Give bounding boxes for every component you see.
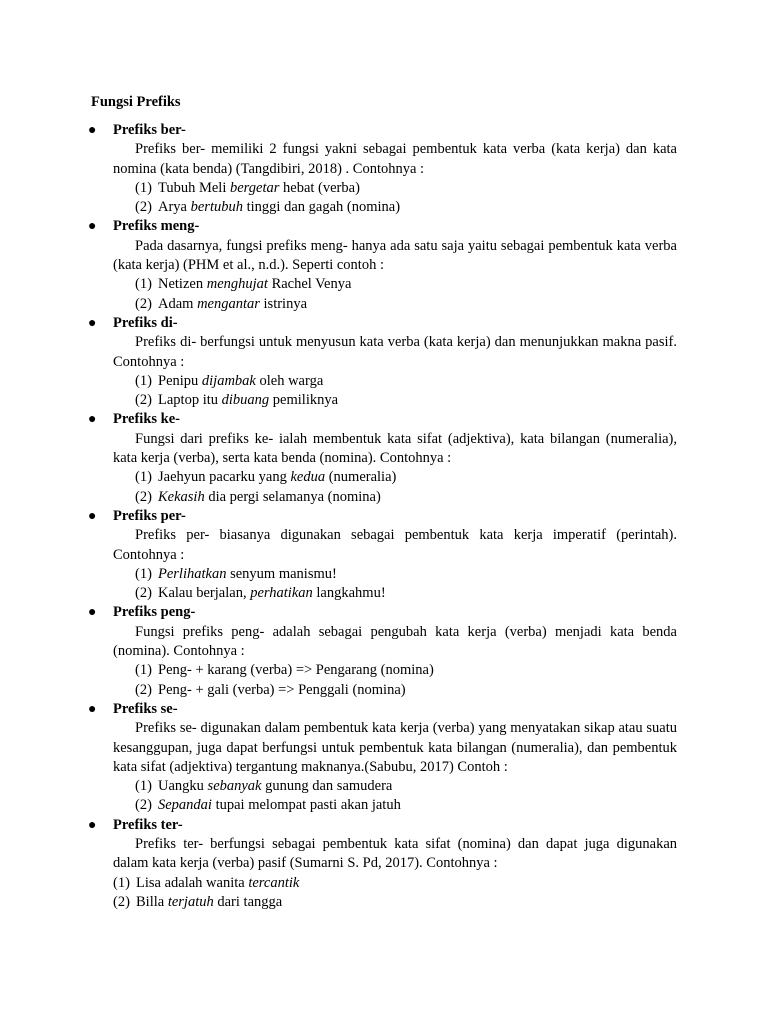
example-line: (1) Tubuh Meli bergetar hebat (verba)	[135, 179, 360, 196]
example-line: (2) Laptop itu dibuang pemiliknya	[135, 392, 339, 409]
list-item	[0, 410, 677, 506]
bullet-icon: ●	[88, 605, 97, 621]
example-line: (2) Sepandai tupai melompat pasti akan jatuh	[135, 797, 401, 814]
example-line: (1) Penipu dijambak oleh warga	[135, 372, 324, 389]
list-item	[0, 700, 677, 816]
item-heading: Prefiks ke-	[113, 411, 180, 428]
bullet-icon: ●	[88, 701, 97, 717]
list-item	[0, 816, 677, 912]
example-line: (2) Kalau berjalan, perhatikan langkahmu!	[135, 585, 386, 602]
bullet-icon: ●	[88, 219, 97, 235]
example-line: (1) Peng- + karang (verba) => Pengarang (nomina)	[135, 662, 434, 679]
item-heading: Prefiks ter-	[113, 816, 183, 833]
list-item	[0, 121, 677, 217]
example-line: (1) Jaehyun pacarku yang kedua (numeralia)	[135, 469, 397, 486]
prefix-list	[0, 121, 768, 912]
item-description: Prefiks per- biasanya digunakan sebagai pembentuk kata kerja imperatif (perintah). Contohnya :	[113, 527, 677, 563]
item-heading: Prefiks meng-	[113, 218, 200, 235]
example-line: (2) Billa terjatuh dari tangga	[113, 893, 283, 910]
bullet-icon: ●	[88, 412, 97, 428]
example-line: (2) Peng- + gali (verba) => Penggali (nomina)	[135, 681, 406, 698]
example-line: (1) Perlihatkan senyum manismu!	[135, 565, 337, 582]
item-description: Pada dasarnya, fungsi prefiks meng- hanya ada satu saja yaitu sebagai pembentuk kata verba (kata kerja) (PHM et al., n.d.). Seperti contoh :	[113, 237, 677, 274]
item-heading: Prefiks di-	[113, 314, 178, 331]
item-heading: Prefiks per-	[113, 507, 186, 524]
document-title: Fungsi Prefiks	[91, 94, 181, 110]
bullet-icon: ●	[88, 123, 97, 138]
example-line: (1) Uangku sebanyak gunung dan samudera	[135, 778, 393, 795]
bullet-icon: ●	[88, 315, 97, 331]
list-item	[0, 603, 677, 699]
item-description: Prefiks se- digunakan dalam pembentuk kata kerja (verba) yang menyatakan sikap atau suatu kesanggupan, juga dapat berfungsi untuk pembentuk kata bilangan (numeralia), dan pembentuk kata sifat (adjektiva) tergantung maknanya.(Sabubu, 2017) Contoh :	[113, 720, 677, 775]
list-item	[0, 507, 677, 603]
item-description: Prefiks ter- berfungsi sebagai pembentuk kata sifat (nomina) dan dapat juga digunakan dalam kata kerja (verba) pasif (Sumarni S. Pd, 2017). Contohnya :	[113, 835, 677, 872]
example-line: (2) Arya bertubuh tinggi dan gagah (nomina)	[135, 199, 401, 216]
list-item	[0, 217, 677, 313]
item-heading: Prefiks peng-	[113, 604, 196, 621]
bullet-icon: ●	[88, 508, 97, 524]
example-line: (2) Adam mengantar istrinya	[135, 295, 308, 312]
item-description: Fungsi prefiks peng- adalah sebagai pengubah kata kerja (verba) menjadi kata benda (nomina). Contohnya :	[113, 623, 677, 660]
item-description: Prefiks ber- memiliki 2 fungsi yakni sebagai pembentuk kata verba (kata kerja) dan kata nomina (kata benda) (Tangdibiri, 2018) . Contohnya :	[113, 141, 677, 177]
list-item	[0, 314, 677, 410]
item-description: Prefiks di- berfungsi untuk menyusun kata verba (kata kerja) dan menunjukkan makna pasif. Contohnya :	[113, 334, 677, 370]
item-description: Fungsi dari prefiks ke- ialah membentuk kata sifat (adjektiva), kata bilangan (numeralia), kata kerja (verba), serta kata benda (nomina). Contohnya :	[113, 430, 677, 467]
item-heading: Prefiks se-	[113, 700, 178, 717]
example-line: (1) Netizen menghujat Rachel Venya	[135, 276, 352, 293]
item-heading: Prefiks ber-	[113, 122, 186, 138]
bullet-icon: ●	[88, 817, 97, 833]
example-line: (1) Lisa adalah wanita tercantik	[113, 874, 300, 891]
example-line: (2) Kekasih dia pergi selamanya (nomina)	[135, 488, 381, 505]
